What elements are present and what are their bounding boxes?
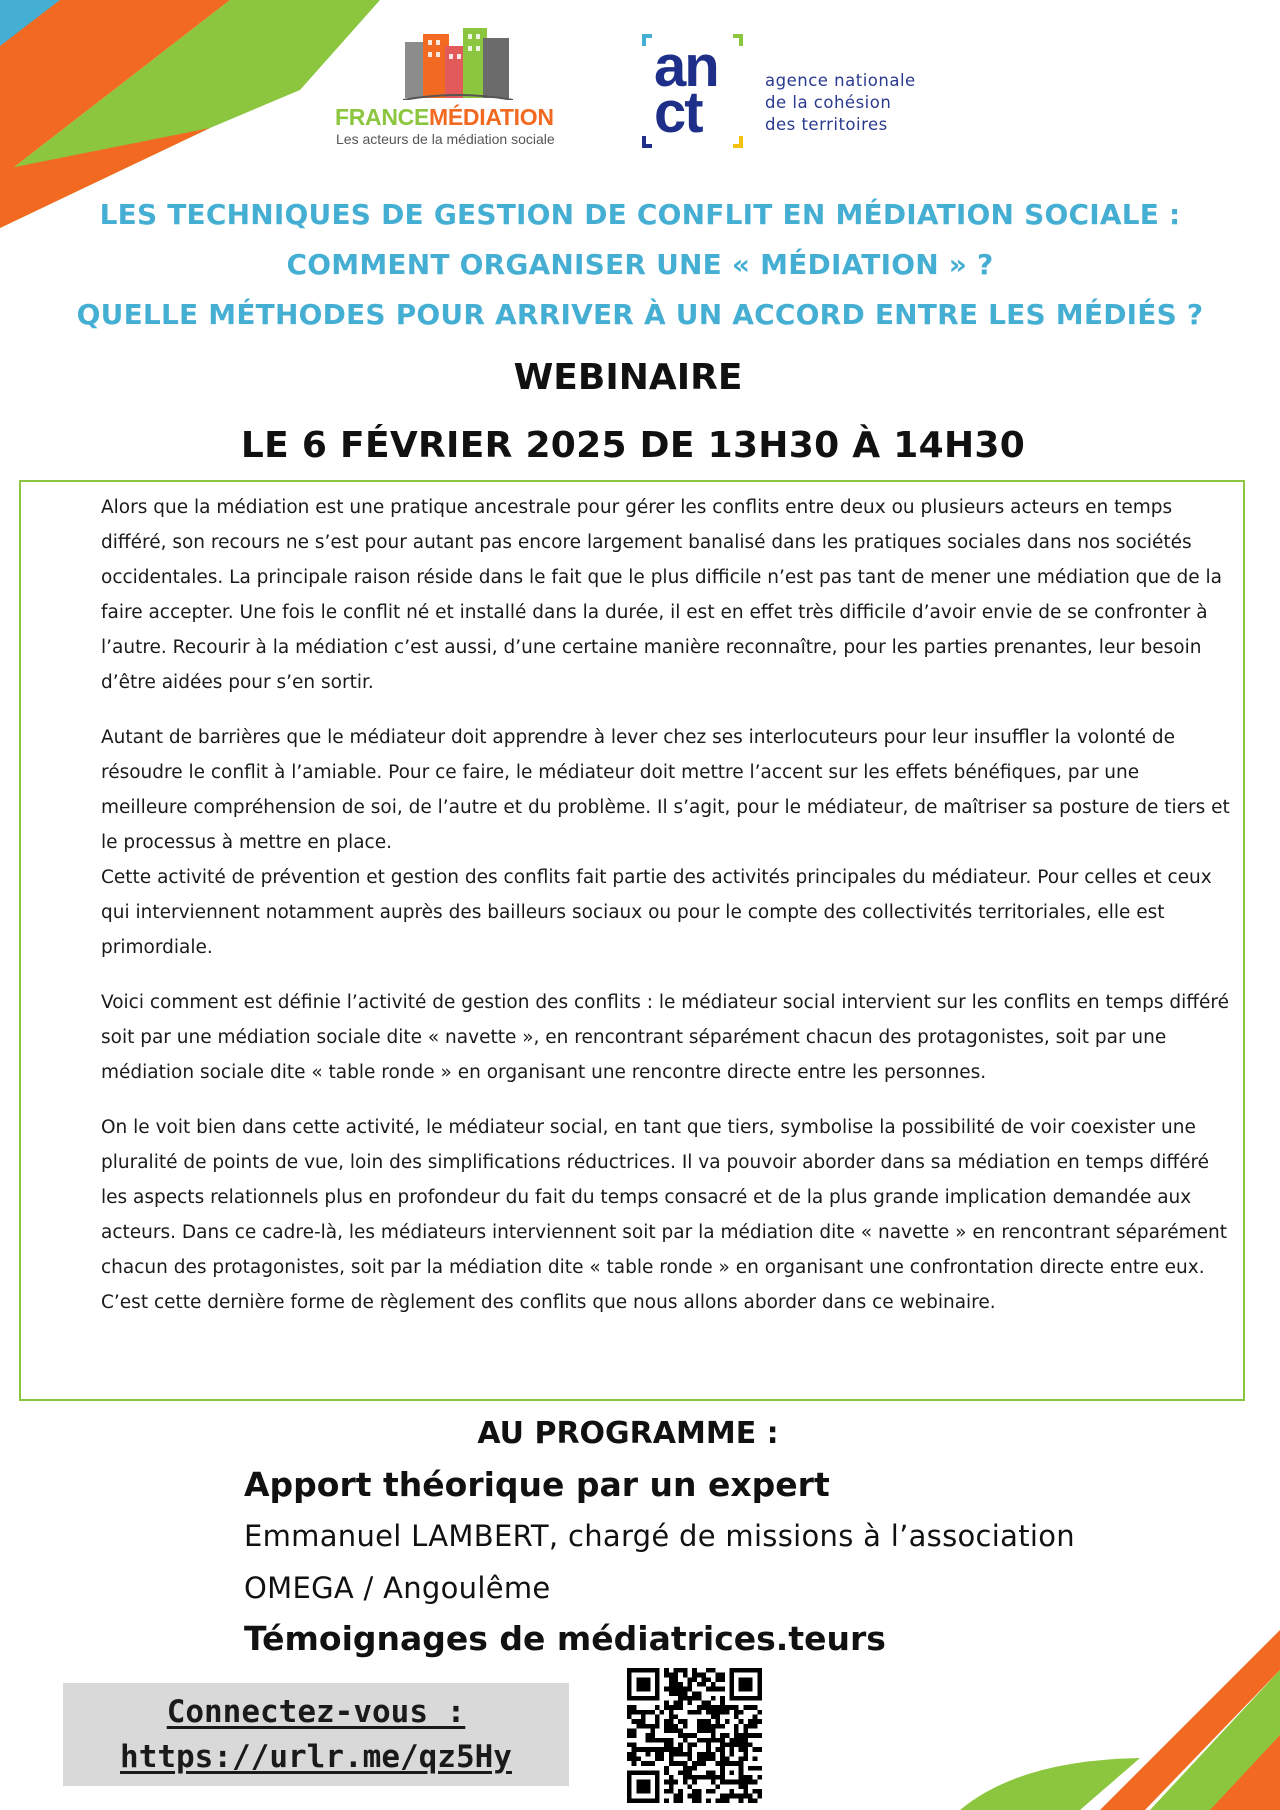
- connect-label[interactable]: Connectez-vous :: [166, 1694, 466, 1730]
- francemediation-logo: [335, 18, 580, 158]
- paragraph-4a: On le voit bien dans cette activité, le médiateur social, en tant que tiers, symbolise la possibilité de voir coexister une pluralité de points de vue, loin des simplifications réductrices. Il va pouvoir aborder dans sa médiation en temps différé les aspects relationnels plus en profondeur du fait du temps consacré et de la plus grande implication demandée aux acteurs. Dans ce cadre-là, les médiateurs interviennent soit par la médiation dite « navette » en rencontrant séparément chacun des protagonistes, soit par la médiation dite « table ronde » en organisant une confrontation directe entre eux.: [101, 1117, 1227, 1278]
- program-item-expert: Apport théorique par un expert: [244, 1465, 830, 1504]
- buildings-icon: [403, 20, 513, 100]
- page-title: [0, 190, 1280, 340]
- anct-mark: [640, 32, 745, 152]
- anct-logo: [640, 32, 970, 172]
- francemediation-wordmark: FRANCEMÉDIATION: [335, 104, 554, 130]
- connect-link[interactable]: https://urlr.me/qz5Hy: [120, 1739, 512, 1775]
- francemediation-tagline: Les acteurs de la médiation sociale: [336, 131, 555, 147]
- connect-box[interactable]: [63, 1683, 569, 1786]
- title-line3: QUELLE MÉTHODES POUR ARRIVER À UN ACCORD ENTRE LES MÉDIÉS ?: [76, 298, 1204, 331]
- program-list: [244, 1460, 1224, 1664]
- qr-code-icon[interactable]: [627, 1668, 762, 1803]
- paragraph-2a: Autant de barrières que le médiateur doit apprendre à lever chez ses interlocuteurs pour leur insuffler la volonté de résoudre le conflit à l’amiable. Pour ce faire, le médiateur doit mettre l’accent sur les effets bénéfiques, par une meilleure compréhension de soi, de l’autre et du problème. Il s’agit, pour le médiateur, de maîtriser sa posture de tiers et le processus à mettre en place.: [101, 727, 1230, 853]
- program-item-testimonials: Témoignages de médiatrices.teurs: [244, 1619, 886, 1658]
- paragraph-1: Alors que la médiation est une pratique ancestrale pour gérer les conflits entre deux ou plusieurs acteurs en temps différé, son recours ne s’est pour autant pas encore largement banalisé dans les pratiques sociales dans nos sociétés occidentales. La principale raison réside dans le fait que le plus difficile n’est pas tant de mener une médiation que de la faire accepter. Une fois le conflit né et installé dans la durée, il est en effet très difficile d’avoir envie de se confronter à l’autre. Recourir à la médiation c’est aussi, d’une certaine manière reconnaître, pour les parties prenantes, leur besoin d’être aidées pour s’en sortir.: [101, 497, 1222, 693]
- event-date: LE 6 FÉVRIER 2025 DE 13H30 À 14H30: [240, 425, 1026, 466]
- paragraph-2b: Cette activité de prévention et gestion des conflits fait partie des activités principales du médiateur. Pour celles et ceux qui interviennent notamment auprès des bailleurs sociaux ou pour le compte des collectivités territoriales, elle est primordiale.: [101, 867, 1212, 958]
- anct-text-line1: agence nationale: [765, 71, 916, 90]
- header-logos: [0, 18, 1280, 168]
- description-box: [19, 480, 1245, 1401]
- anct-logo-ct: ct: [654, 80, 702, 145]
- description-content: [101, 490, 1231, 1320]
- title-line1: LES TECHNIQUES DE GESTION DE CONFLIT EN MÉDIATION SOCIALE :: [99, 198, 1181, 231]
- speaker-line2: OMEGA / Angoulême: [244, 1571, 551, 1605]
- anct-text: [765, 70, 916, 136]
- anct-text-line2: de la cohésion: [765, 93, 892, 112]
- title-line2: COMMENT ORGANISER UNE « MÉDIATION » ?: [286, 248, 994, 281]
- anct-logo-an: an: [654, 34, 718, 99]
- anct-text-line3: des territoires: [765, 115, 888, 134]
- program-heading: AU PROGRAMME :: [477, 1416, 779, 1451]
- speaker-line1: Emmanuel LAMBERT, chargé de missions à l’association: [244, 1519, 1075, 1553]
- paragraph-4b: C’est cette dernière forme de règlement des conflits que nous allons aborder dans ce webinaire.: [101, 1292, 996, 1313]
- event-type: WEBINAIRE: [513, 357, 743, 398]
- paragraph-3: Voici comment est définie l’activité de gestion des conflits : le médiateur social intervient sur les conflits en temps différé soit par une médiation sociale dite « navette », en rencontrant séparément chacun des protagonistes, soit par une médiation sociale dite « table ronde » en organisant une rencontre directe entre les personnes.: [101, 992, 1229, 1083]
